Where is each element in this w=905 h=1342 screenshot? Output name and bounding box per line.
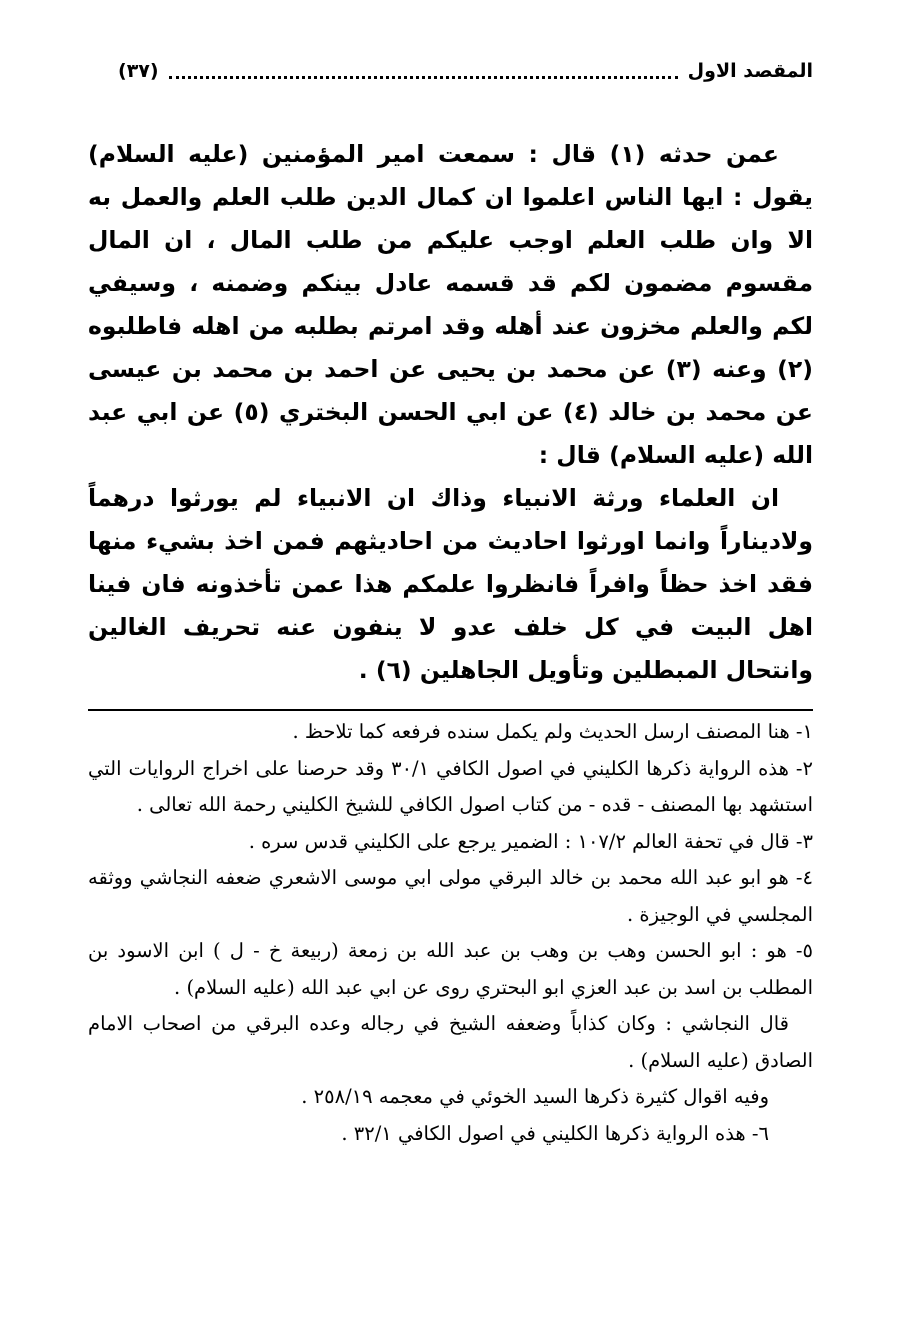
footnote-5-continuation-2: وفيه اقوال كثيرة ذكرها السيد الخوئي في معجمه ٢٥٨/١٩ . — [301, 1085, 769, 1108]
dot-leader — [169, 76, 678, 79]
section-title: المقصد الاول — [687, 60, 813, 82]
page-number: (٣٧) — [118, 60, 159, 82]
running-header — [118, 54, 813, 88]
main-text — [88, 133, 813, 692]
footnote-5: ٥- هو : ابو الحسن وهب بن وهب بن عبد الله بن زمعة (ربيعة خ - ل ) ابن الاسود بن المطلب بن اسد بن عبد العزي ابو البحتري روى عن ابي عبد الله (عليه السلام) . — [88, 939, 813, 999]
footnote-3: ٣- قال في تحفة العالم ١٠٧/٢ : الضمير يرجع على الكليني قدس سره . — [248, 829, 813, 853]
footnote-5-continuation: قال النجاشي : وكان كذاباً وضعفه الشيخ في رجاله وعده البرقي من اصحاب الامام الصادق (عليه السلام) . — [88, 1012, 813, 1072]
footnote-2: ٢- هذه الرواية ذكرها الكليني في اصول الكافي ٣٠/١ وقد حرصنا على اخراج الروايات التي استشهد بها المصنف - قده - من كتاب اصول الكافي للشيخ الكليني رحمة الله تعالى . — [88, 756, 813, 816]
footnote-separator — [88, 709, 813, 711]
main-paragraph-2: ان العلماء ورثة الانبياء وذاك ان الانبياء لم يورثوا درهماً ولاديناراً وانما اورثوا احاديث من احاديثهم فمن اخذ بشيء منها فقد اخذ حظاً وافراً فانظروا علمكم هذا عمن تأخذونه فان فينا اهل البيت في كل خلف عدو لا ينفون عنه تحريف الغالين وانتحال المبطلين وتأويل الجاهلين (٦) . — [88, 484, 813, 684]
footnote-6: ٦- هذه الرواية ذكرها الكليني في اصول الكافي ٣٢/١ . — [341, 1121, 769, 1145]
footnote-4: ٤- هو ابو عبد الله محمد بن خالد البرقي مولى ابي موسى الاشعري ضعفه النجاشي ووثقه المجلسي في الوجيزة . — [88, 866, 813, 926]
footnotes — [88, 714, 813, 1152]
main-paragraph-1: عمن حدثه (١) قال : سمعت امير المؤمنين (عليه السلام) يقول : ايها الناس اعلموا ان كمال الدين طلب العلم والعمل به الا وان طلب العلم اوجب عليكم من طلب المال ، ان المال مقسوم مضمون لكم قد قسمه عادل بينكم وضمنه ، وسيفي لكم والعلم مخزون عند أهله وقد امرتم بطلبه من اهله فاطلبوه (٢) وعنه (٣) عن محمد بن يحيى عن احمد بن محمد بن عيسى عن محمد بن خالد (٤) عن ابي الحسن البختري (٥) عن ابي عبد الله (عليه السلام) قال : — [88, 140, 813, 469]
footnote-1: ١- هنا المصنف ارسل الحديث ولم يكمل سنده فرفعه كما تلاحظ . — [292, 720, 813, 743]
